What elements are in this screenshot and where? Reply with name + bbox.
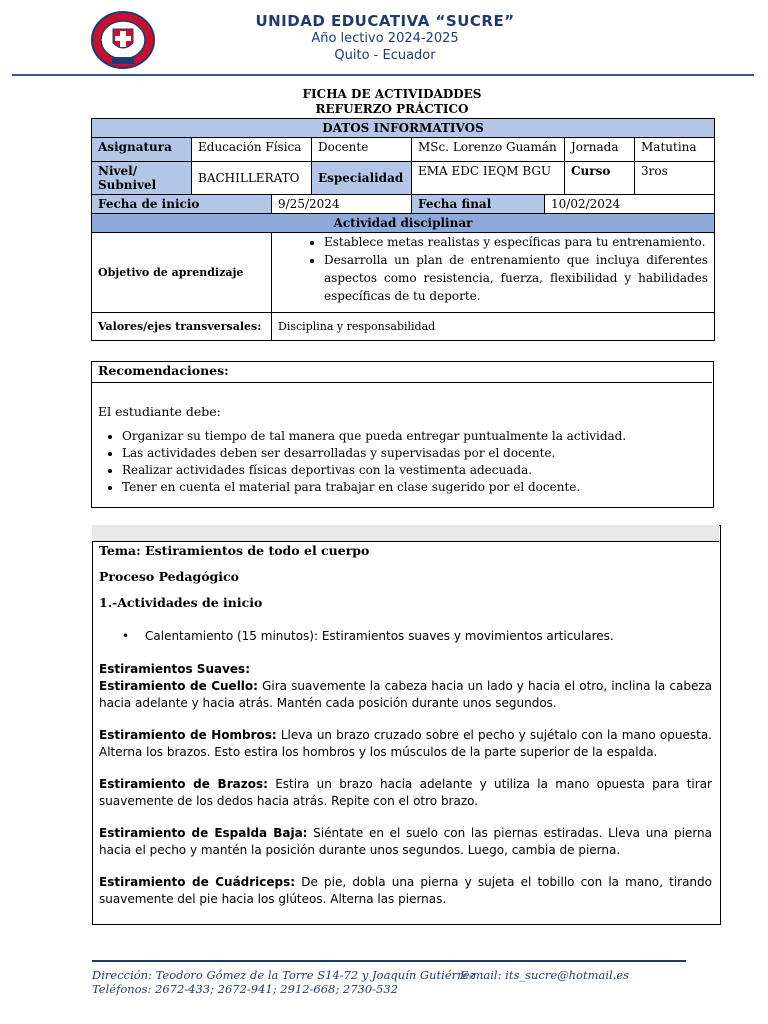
fecha-inicio-value: 9/25/2024 (272, 195, 412, 214)
exercise-name: Estiramiento de Hombros: (99, 728, 277, 742)
exercise-paragraph (99, 874, 712, 907)
recomendaciones-intro: El estudiante debe: (98, 404, 221, 419)
exercise-text: Lleva un brazo cruzado sobre el pecho y sujétalo con la mano opuesta. Alterna los brazos. Esto estira los hombros y los músculos de la parte superior de la espalda. (99, 728, 712, 759)
fecha-inicio-label: Fecha de inicio (92, 195, 272, 214)
exercise-name: Estiramiento de Brazos: (99, 777, 268, 791)
recomendaciones-list (98, 428, 722, 496)
footer-address: Dirección: Teodoro Gómez de la Torre S14-72 y Joaquín Gutiérrez (92, 968, 476, 982)
recomendaciones-heading: Recomendaciones: (91, 361, 712, 383)
school-name: UNIDAD EDUCATIVA “SUCRE” (255, 12, 515, 30)
school-city: Quito - Ecuador (334, 48, 436, 63)
exercise-text: Siéntate en el suelo con las piernas estiradas. Lleva una pierna hacia el pecho y mantén la posición durante unos segundos. Luego, cambia de pierna. (99, 826, 712, 857)
lesson-proceso: Proceso Pedagógico (99, 569, 239, 584)
objetivo-label: Objetivo de aprendizaje (92, 233, 272, 313)
list-item: • Realizar actividades físicas deportivas con la vestimenta adecuada. (122, 462, 722, 479)
footer-divider (92, 960, 686, 962)
exercise-text: Estira un brazo hacia adelante y utiliza la mano opuesta para tirar suavemente de los dedos hacia atrás. Repite con el otro brazo. (99, 777, 712, 808)
asignatura-label: Asignatura (92, 138, 192, 162)
jornada-label: Jornada (565, 138, 635, 162)
fecha-final-value: 10/02/2024 (545, 195, 715, 214)
nivel-label: Nivel/ Subnivel (92, 162, 192, 195)
suaves-heading: Estiramientos Suaves: (99, 662, 250, 676)
lesson-header-bar (92, 525, 719, 542)
exercise-text: Gira suavemente la cabeza hacia un lado y hacia el otro, inclina la cabeza hacia adelante y hacia atrás. Mantén cada posición durante unos segundos. (99, 679, 712, 710)
exercise-name: Estiramiento de Cuello: (99, 679, 258, 693)
footer-email: E-mail: its_sucre@hotmail.es (460, 968, 630, 982)
curso-value: 3ros (635, 162, 715, 195)
exercise-paragraph (99, 727, 712, 760)
exercise-text: De pie, dobla una pierna y sujeta el tobillo con la mano, tirando suavemente del pie hacia los glúteos. Alterna las piernas. (99, 875, 713, 906)
valores-value: Disciplina y responsabilidad (272, 313, 715, 341)
list-item: • Organizar su tiempo de tal manera que pueda entregar puntualmente la actividad. (122, 428, 722, 445)
actividad-heading: Actividad disciplinar (92, 214, 715, 233)
exercise-paragraph (99, 825, 712, 858)
lesson-actividades: 1.-Actividades de inicio (99, 595, 263, 610)
doc-subtitle: REFUERZO PRÁCTICO (315, 102, 469, 116)
asignatura-value: Educación Física (192, 138, 312, 162)
objetivo-list (278, 233, 708, 305)
exercise-paragraph (99, 678, 712, 711)
docente-value: MSc. Lorenzo Guamán (412, 138, 565, 162)
footer-phones: Teléfonos: 2672-433; 2672-941; 2912-668; 2730-532 (92, 982, 399, 996)
objetivo-item: • Establece metas realistas y específicas para tu entrenamiento. (324, 233, 708, 251)
nivel-value: BACHILLERATO (192, 162, 312, 195)
list-item: • Tener en cuenta el material para trabajar en clase sugerido por el docente. (122, 479, 722, 496)
jornada-value: Matutina (635, 138, 715, 162)
datos-heading: DATOS INFORMATIVOS (92, 119, 715, 138)
list-item: • Las actividades deben ser desarrolladas y supervisadas por el docente. (122, 445, 722, 462)
especialidad-label: Especialidad (312, 162, 412, 195)
school-logo (91, 11, 155, 69)
especialidad-value: EMA EDC IEQM BGU (412, 162, 565, 195)
lesson-tema: Tema: Estiramientos de todo el cuerpo (99, 543, 370, 558)
school-year: Año lectivo 2024-2025 (311, 31, 459, 46)
datos-informativos-table (91, 118, 715, 341)
doc-title: FICHA DE ACTIVIDADDES (302, 87, 482, 101)
valores-label: Valores/ejes transversales: (92, 313, 272, 341)
exercise-paragraph (99, 776, 712, 809)
objetivo-cell (272, 233, 715, 313)
lesson-box (92, 525, 721, 925)
curso-label: Curso (565, 162, 635, 195)
docente-label: Docente (312, 138, 412, 162)
exercise-name: Estiramiento de Espalda Baja: (99, 826, 308, 840)
fecha-final-label: Fecha final (412, 195, 545, 214)
exercise-name: Estiramiento de Cuádriceps: (99, 875, 296, 889)
bullet-icon: • (122, 629, 130, 643)
calentamiento-text: Calentamiento (15 minutos): Estiramientos suaves y movimientos articulares. (145, 629, 614, 643)
header-divider (12, 74, 754, 76)
objetivo-item: • Desarrolla un plan de entrenamiento que incluya diferentes aspectos como resistencia, fuerza, flexibilidad y habilidades específicas de tu deporte. (324, 251, 708, 305)
